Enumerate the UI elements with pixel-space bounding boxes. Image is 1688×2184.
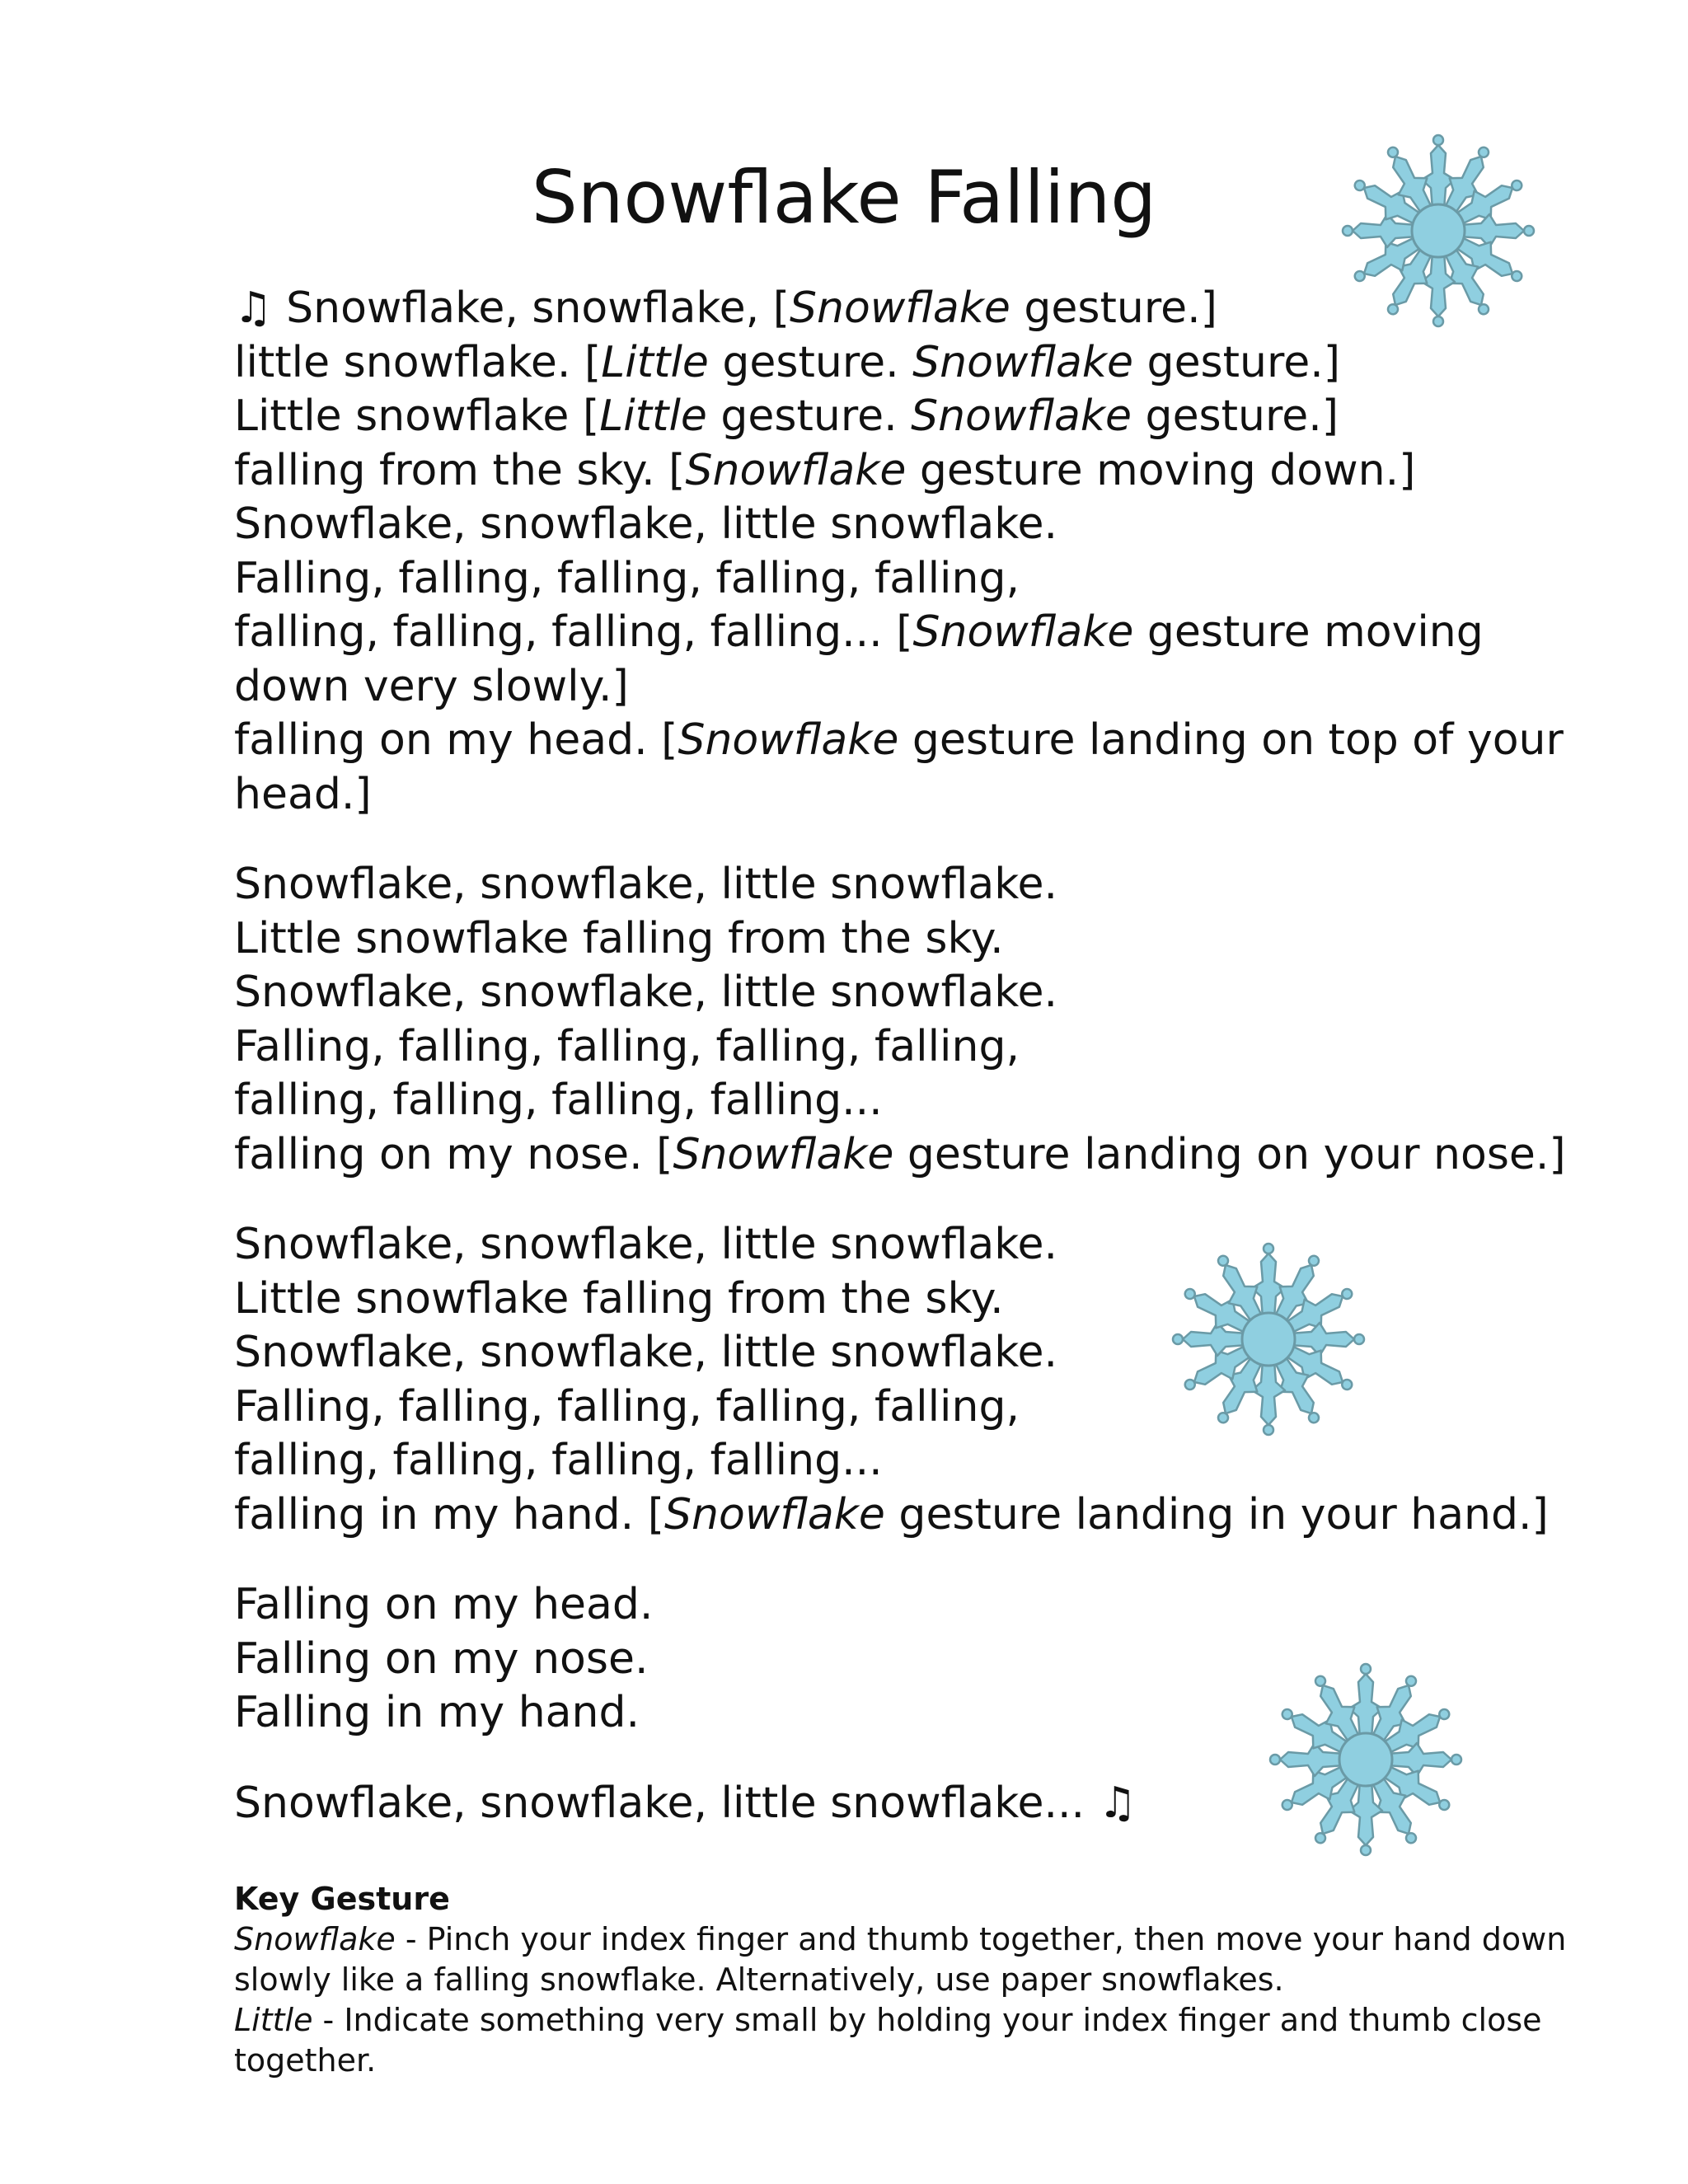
lyric-line [234, 1074, 1594, 1128]
lyric-line [234, 966, 1594, 1020]
lyric-text: Snowflake, snowflake, little snowflake. [234, 860, 1057, 909]
gesture-term: Snowflake [678, 715, 899, 765]
lyric-line [234, 390, 1594, 444]
lyric-text: Little snowflake falling from the sky. [234, 1273, 1004, 1324]
lyric-text: Falling on my head. [234, 1580, 654, 1629]
lyric-text: Little snowflake [ [234, 391, 600, 441]
lyric-line [234, 1272, 1594, 1327]
gesture-term: Snowflake [673, 1129, 894, 1179]
lyric-text: little snowflake. [ [234, 337, 602, 387]
snowflake-icon-middle [1165, 1236, 1372, 1442]
lyric-text: Snowflake, snowflake, little snowflake. [234, 1220, 1057, 1269]
lyric-text: Snowflake, snowflake, little snowflake. [234, 968, 1057, 1017]
stanza [234, 858, 1594, 1182]
lyric-text: falling in my hand. [ [234, 1489, 665, 1540]
key-gesture-description: - Indicate something very small by holding your index finger and thumb close together. [234, 2002, 1542, 2079]
lyric-line [234, 912, 1594, 967]
gesture-term: Snowflake [685, 445, 907, 495]
page-title: Snowflake Falling [531, 155, 1157, 240]
stanza [234, 282, 1594, 822]
lyric-text: gesture landing on top of your head.] [234, 715, 1564, 819]
stanza [234, 1218, 1594, 1542]
lyric-text: Snowflake, snowflake, little snowflake. [234, 1328, 1057, 1377]
gesture-term: Snowflake [911, 391, 1132, 441]
key-gesture-heading: Key Gesture [234, 1881, 450, 1917]
gesture-term: Little [599, 391, 707, 441]
lyric-line [234, 444, 1594, 499]
lyric-text: falling from the sky. [ [234, 445, 686, 495]
lyric-line [234, 498, 1594, 552]
lyric-line [234, 606, 1594, 714]
lyric-text: Falling, falling, falling, falling, falling, [234, 553, 1020, 603]
lyric-text: gesture.] [1132, 391, 1339, 441]
lyric-text: falling on my nose. [ [234, 1129, 673, 1179]
lyric-line [234, 1020, 1594, 1075]
gesture-term: Little [601, 337, 709, 387]
lyric-text: Falling, falling, falling, falling, falling, [234, 1381, 1020, 1432]
lyric-text: gesture moving down very slowly.] [234, 607, 1484, 711]
gesture-term: Snowflake [912, 337, 1134, 387]
lyric-line [234, 336, 1594, 391]
key-gesture-description: - Pinch your index finger and thumb together, then move your hand down slowly like a falling snowflake. Alternatively, use paper snowflakes. [234, 1921, 1567, 1998]
lyric-line [234, 552, 1594, 607]
key-gesture-term: Little [234, 2002, 313, 2038]
lyric-text: gesture landing on your nose.] [893, 1129, 1566, 1179]
gesture-term: Snowflake [664, 1489, 885, 1540]
lyric-line [234, 1128, 1594, 1183]
lyric-line [234, 858, 1594, 912]
key-gesture-item [234, 2000, 1635, 2081]
lyric-text: falling, falling, falling, falling... [234, 1436, 883, 1485]
key-gesture-term: Snowflake [234, 1921, 396, 1957]
lyric-text: gesture. [706, 391, 912, 441]
lyric-text: falling, falling, falling, falling... [234, 1076, 883, 1125]
lyric-line [234, 714, 1594, 822]
gesture-term: Snowflake [790, 284, 1010, 333]
lyric-text: gesture landing in your hand.] [884, 1489, 1549, 1540]
lyric-line [234, 1218, 1594, 1272]
lyric-text: Snowflake, snowflake, little snowflake. [234, 499, 1057, 549]
lyric-line [234, 1326, 1594, 1380]
lyric-text: Falling on my nose. [234, 1633, 649, 1684]
lyric-text: falling, falling, falling, falling... [ [234, 607, 913, 657]
song-lyrics [234, 282, 1594, 1830]
key-gesture-item [234, 1919, 1635, 2000]
lyric-line [234, 1434, 1594, 1488]
lyric-line [234, 1380, 1594, 1435]
lyric-line [234, 1488, 1594, 1543]
gesture-term: Snowflake [912, 607, 1134, 657]
lyric-text: gesture.] [1010, 284, 1217, 333]
lyric-text: falling on my head. [ [234, 715, 678, 765]
lyric-text: Falling, falling, falling, falling, falling, [234, 1021, 1020, 1071]
lyric-text: Snowflake, snowflake, little snowflake... ♫ [234, 1778, 1137, 1828]
lyric-text: gesture. [708, 337, 913, 387]
lyric-line [234, 1578, 1594, 1633]
lyric-text: Little snowflake falling from the sky. [234, 913, 1004, 963]
lyric-text: gesture.] [1133, 337, 1341, 387]
lyric-text: gesture moving down.] [906, 445, 1416, 495]
snowflake-icon-bottom [1263, 1657, 1469, 1863]
key-gesture-section [234, 1879, 1635, 2081]
snowflake-icon-top [1335, 128, 1541, 334]
lyric-text: ♫ Snowflake, snowflake, [ [234, 284, 790, 333]
lyric-text: Falling in my hand. [234, 1688, 640, 1737]
